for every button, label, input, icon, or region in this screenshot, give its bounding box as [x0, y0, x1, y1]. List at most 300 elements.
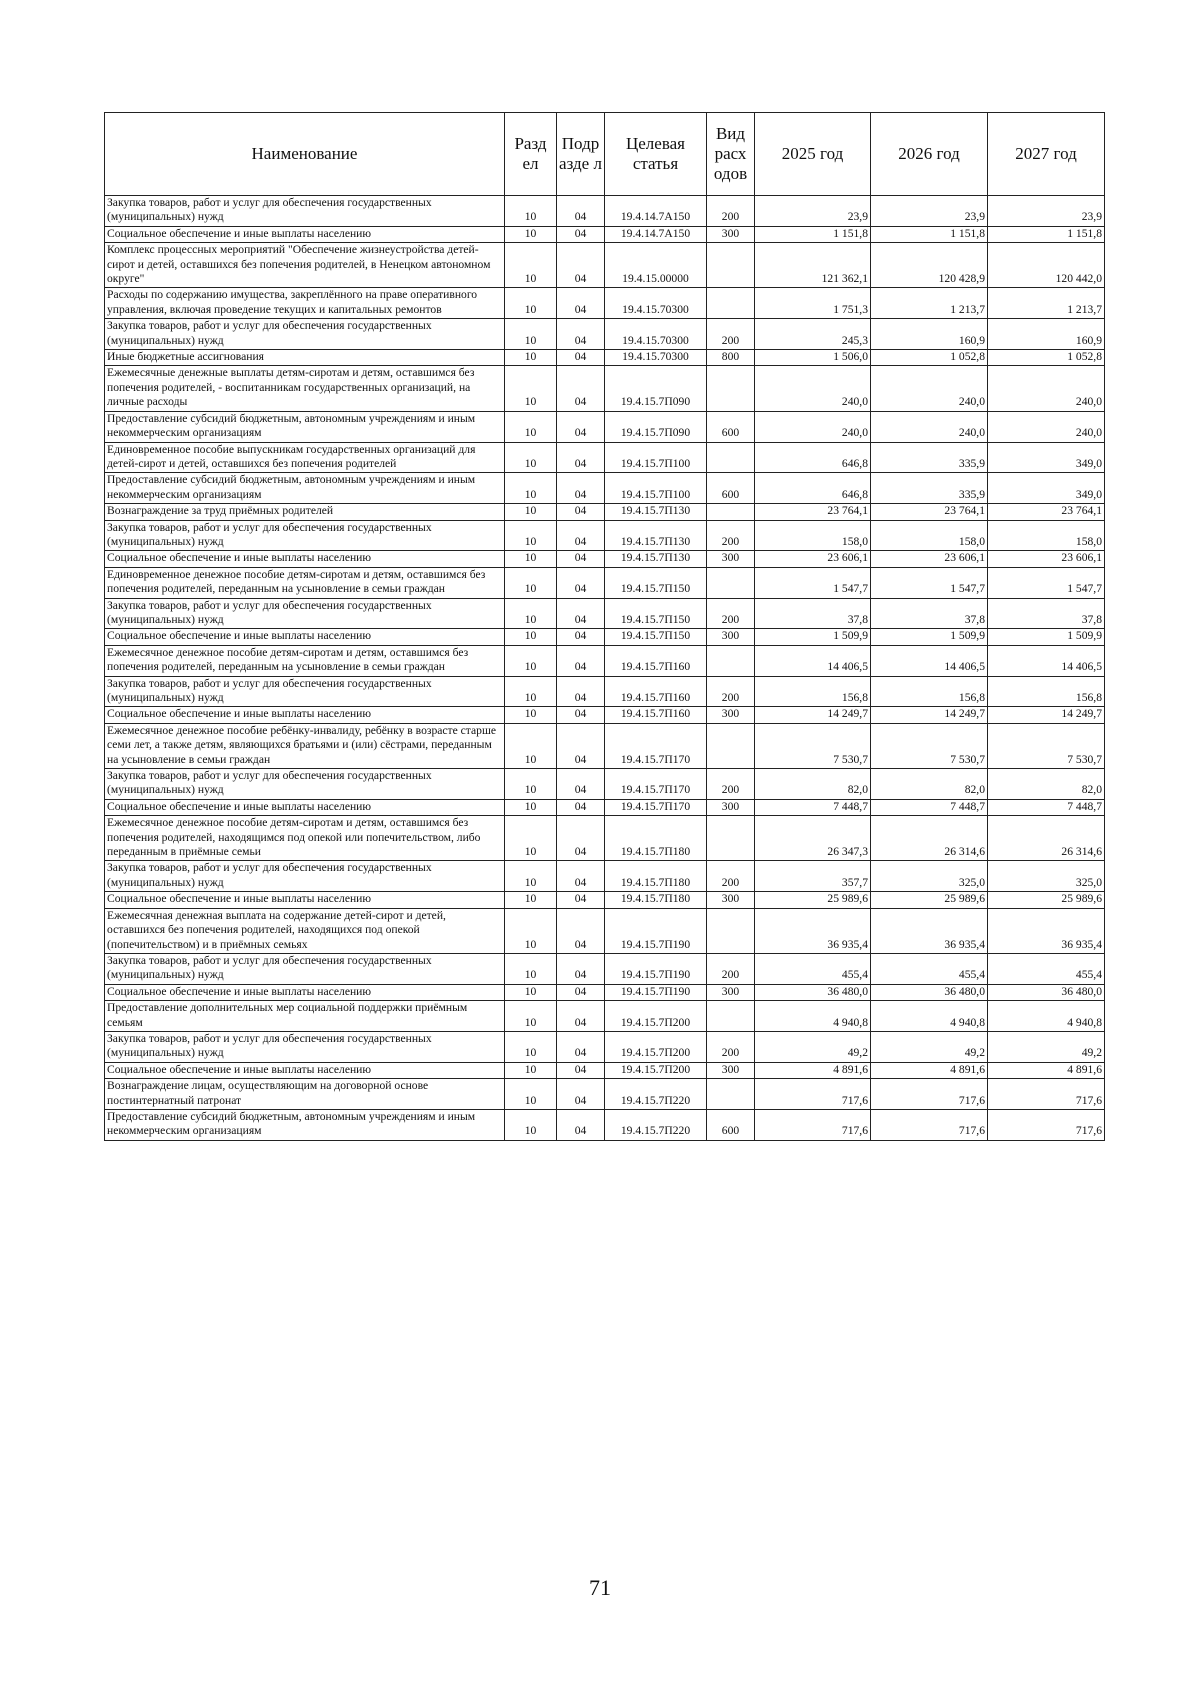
row-celevaya-statya: 19.4.15.7П160: [605, 707, 707, 723]
row-celevaya-statya: 19.4.15.7П170: [605, 723, 707, 768]
row-vid-rashodov: 200: [707, 769, 755, 800]
row-amount-2027: 7 448,7: [988, 799, 1105, 815]
table-row: [105, 629, 1105, 645]
row-podrazdel: 04: [557, 319, 605, 350]
row-celevaya-statya: 19.4.15.7П190: [605, 984, 707, 1000]
row-amount-2025: 49,2: [755, 1031, 871, 1062]
row-podrazdel: 04: [557, 442, 605, 473]
row-razdel: 10: [505, 723, 557, 768]
row-vid-rashodov: 300: [707, 984, 755, 1000]
row-razdel: 10: [505, 196, 557, 227]
row-podrazdel: 04: [557, 769, 605, 800]
row-name: Закупка товаров, работ и услуг для обеспечения государственных (муниципальных) нужд: [105, 861, 505, 892]
table-row: [105, 243, 1105, 288]
row-razdel: 10: [505, 908, 557, 953]
row-amount-2025: 357,7: [755, 861, 871, 892]
row-celevaya-statya: 19.4.15.7П160: [605, 645, 707, 676]
row-name: Социальное обеспечение и иные выплаты населению: [105, 551, 505, 567]
row-podrazdel: 04: [557, 504, 605, 520]
table-row: [105, 723, 1105, 768]
row-amount-2027: 36 935,4: [988, 908, 1105, 953]
row-name: Закупка товаров, работ и услуг для обеспечения государственных (муниципальных) нужд: [105, 520, 505, 551]
row-amount-2025: 37,8: [755, 598, 871, 629]
row-amount-2027: 158,0: [988, 520, 1105, 551]
row-razdel: 10: [505, 707, 557, 723]
row-amount-2026: 23,9: [871, 196, 988, 227]
row-celevaya-statya: 19.4.15.7П220: [605, 1109, 707, 1140]
row-amount-2027: 36 480,0: [988, 984, 1105, 1000]
row-razdel: 10: [505, 1062, 557, 1078]
row-razdel: 10: [505, 226, 557, 242]
row-name: Иные бюджетные ассигнования: [105, 350, 505, 366]
row-amount-2025: 26 347,3: [755, 816, 871, 861]
row-celevaya-statya: 19.4.15.7П130: [605, 504, 707, 520]
row-amount-2026: 1 213,7: [871, 288, 988, 319]
row-podrazdel: 04: [557, 196, 605, 227]
row-amount-2027: 4 940,8: [988, 1001, 1105, 1032]
table-row: [105, 769, 1105, 800]
row-name: Закупка товаров, работ и услуг для обеспечения государственных (муниципальных) нужд: [105, 196, 505, 227]
row-vid-rashodov: 300: [707, 892, 755, 908]
row-razdel: 10: [505, 442, 557, 473]
row-name: Социальное обеспечение и иные выплаты населению: [105, 1062, 505, 1078]
row-podrazdel: 04: [557, 520, 605, 551]
row-amount-2025: 4 940,8: [755, 1001, 871, 1032]
row-razdel: 10: [505, 1109, 557, 1140]
row-amount-2026: 36 935,4: [871, 908, 988, 953]
row-amount-2027: 1 052,8: [988, 350, 1105, 366]
row-vid-rashodov: 800: [707, 350, 755, 366]
row-amount-2025: 240,0: [755, 411, 871, 442]
row-name: Ежемесячное денежное пособие детям-сиротам и детям, оставшимся без попечения родителей, переданным на усыновление в семьи граждан: [105, 645, 505, 676]
row-amount-2026: 1 509,9: [871, 629, 988, 645]
row-celevaya-statya: 19.4.15.7П180: [605, 892, 707, 908]
row-amount-2027: 1 213,7: [988, 288, 1105, 319]
row-amount-2027: 717,6: [988, 1109, 1105, 1140]
row-amount-2026: 26 314,6: [871, 816, 988, 861]
row-razdel: 10: [505, 504, 557, 520]
row-celevaya-statya: 19.4.15.7П150: [605, 567, 707, 598]
row-vid-rashodov: 600: [707, 1109, 755, 1140]
row-celevaya-statya: 19.4.15.7П190: [605, 953, 707, 984]
table-row: [105, 473, 1105, 504]
table-row: [105, 1062, 1105, 1078]
row-vid-rashodov: 200: [707, 598, 755, 629]
row-celevaya-statya: 19.4.14.7А150: [605, 226, 707, 242]
row-celevaya-statya: 19.4.15.7П150: [605, 629, 707, 645]
row-celevaya-statya: 19.4.15.7П130: [605, 520, 707, 551]
row-vid-rashodov: [707, 908, 755, 953]
table-row: [105, 288, 1105, 319]
row-amount-2026: 4 891,6: [871, 1062, 988, 1078]
table-row: [105, 411, 1105, 442]
row-podrazdel: 04: [557, 984, 605, 1000]
table-row: [105, 598, 1105, 629]
row-podrazdel: 04: [557, 707, 605, 723]
table-row: [105, 520, 1105, 551]
row-amount-2026: 240,0: [871, 366, 988, 411]
row-amount-2027: 1 547,7: [988, 567, 1105, 598]
row-amount-2025: 14 406,5: [755, 645, 871, 676]
row-vid-rashodov: 300: [707, 551, 755, 567]
row-podrazdel: 04: [557, 892, 605, 908]
row-name: Закупка товаров, работ и услуг для обеспечения государственных (муниципальных) нужд: [105, 1031, 505, 1062]
row-razdel: 10: [505, 1079, 557, 1110]
row-amount-2026: 335,9: [871, 473, 988, 504]
row-podrazdel: 04: [557, 816, 605, 861]
row-amount-2026: 156,8: [871, 676, 988, 707]
row-name: Ежемесячные денежные выплаты детям-сиротам и детям, оставшимся без попечения родителей, - воспитанникам государственных организаций, на личные расходы: [105, 366, 505, 411]
row-vid-rashodov: 200: [707, 953, 755, 984]
row-celevaya-statya: 19.4.15.70300: [605, 350, 707, 366]
row-vid-rashodov: [707, 366, 755, 411]
row-vid-rashodov: [707, 1079, 755, 1110]
row-amount-2025: 240,0: [755, 366, 871, 411]
row-vid-rashodov: [707, 442, 755, 473]
row-amount-2025: 717,6: [755, 1109, 871, 1140]
table-row: [105, 196, 1105, 227]
row-amount-2027: 26 314,6: [988, 816, 1105, 861]
row-amount-2025: 7 530,7: [755, 723, 871, 768]
row-name: Закупка товаров, работ и услуг для обеспечения государственных (муниципальных) нужд: [105, 319, 505, 350]
row-celevaya-statya: 19.4.15.7П100: [605, 442, 707, 473]
table-row: [105, 366, 1105, 411]
row-podrazdel: 04: [557, 645, 605, 676]
row-vid-rashodov: 200: [707, 520, 755, 551]
row-vid-rashodov: 300: [707, 1062, 755, 1078]
row-amount-2026: 160,9: [871, 319, 988, 350]
row-celevaya-statya: 19.4.15.70300: [605, 319, 707, 350]
row-celevaya-statya: 19.4.15.7П190: [605, 908, 707, 953]
row-amount-2025: 23 764,1: [755, 504, 871, 520]
row-amount-2027: 325,0: [988, 861, 1105, 892]
row-celevaya-statya: 19.4.15.7П180: [605, 861, 707, 892]
row-vid-rashodov: [707, 816, 755, 861]
row-amount-2027: 23,9: [988, 196, 1105, 227]
row-amount-2025: 1 151,8: [755, 226, 871, 242]
row-razdel: 10: [505, 288, 557, 319]
row-amount-2026: 325,0: [871, 861, 988, 892]
table-row: [105, 707, 1105, 723]
header-year-2027: 2027 год: [988, 113, 1105, 196]
row-celevaya-statya: 19.4.15.00000: [605, 243, 707, 288]
row-amount-2027: 240,0: [988, 411, 1105, 442]
row-celevaya-statya: 19.4.15.7П170: [605, 769, 707, 800]
row-amount-2025: 646,8: [755, 473, 871, 504]
row-vid-rashodov: [707, 723, 755, 768]
row-vid-rashodov: [707, 504, 755, 520]
row-name: Закупка товаров, работ и услуг для обеспечения государственных (муниципальных) нужд: [105, 769, 505, 800]
row-name: Закупка товаров, работ и услуг для обеспечения государственных (муниципальных) нужд: [105, 676, 505, 707]
row-celevaya-statya: 19.4.15.7П170: [605, 799, 707, 815]
row-amount-2025: 717,6: [755, 1079, 871, 1110]
row-razdel: 10: [505, 892, 557, 908]
table-row: [105, 350, 1105, 366]
row-vid-rashodov: [707, 567, 755, 598]
table-row: [105, 1109, 1105, 1140]
row-celevaya-statya: 19.4.15.7П150: [605, 598, 707, 629]
row-podrazdel: 04: [557, 350, 605, 366]
row-name: Социальное обеспечение и иные выплаты населению: [105, 707, 505, 723]
row-razdel: 10: [505, 319, 557, 350]
row-amount-2025: 156,8: [755, 676, 871, 707]
row-amount-2027: 23 606,1: [988, 551, 1105, 567]
row-amount-2027: 4 891,6: [988, 1062, 1105, 1078]
table-row: [105, 816, 1105, 861]
row-vid-rashodov: 600: [707, 411, 755, 442]
row-razdel: 10: [505, 984, 557, 1000]
row-celevaya-statya: 19.4.15.7П220: [605, 1079, 707, 1110]
table-row: [105, 1031, 1105, 1062]
row-razdel: 10: [505, 350, 557, 366]
row-celevaya-statya: 19.4.15.7П200: [605, 1062, 707, 1078]
table-row: [105, 319, 1105, 350]
row-amount-2027: 349,0: [988, 473, 1105, 504]
table-body: [105, 196, 1105, 1141]
table-row: [105, 226, 1105, 242]
row-amount-2025: 1 751,3: [755, 288, 871, 319]
row-name: Комплекс процессных мероприятий "Обеспечение жизнеустройства детей-сирот и детей, оставшихся без попечения родителей, в Ненецком автономном округе": [105, 243, 505, 288]
row-celevaya-statya: 19.4.15.7П200: [605, 1031, 707, 1062]
row-amount-2026: 14 406,5: [871, 645, 988, 676]
row-vid-rashodov: [707, 288, 755, 319]
budget-sheet: [104, 112, 1104, 1141]
row-podrazdel: 04: [557, 1109, 605, 1140]
row-name: Закупка товаров, работ и услуг для обеспечения государственных (муниципальных) нужд: [105, 598, 505, 629]
header-podrazdel: Подр азде л: [557, 113, 605, 196]
row-podrazdel: 04: [557, 598, 605, 629]
row-celevaya-statya: 19.4.15.7П090: [605, 411, 707, 442]
row-vid-rashodov: 300: [707, 226, 755, 242]
row-amount-2027: 156,8: [988, 676, 1105, 707]
row-podrazdel: 04: [557, 243, 605, 288]
row-razdel: 10: [505, 799, 557, 815]
row-name: Ежемесячная денежная выплата на содержание детей-сирот и детей, оставшихся без попечения родителей, находящихся под опекой (попечительством) и в приёмных семьях: [105, 908, 505, 953]
row-razdel: 10: [505, 676, 557, 707]
header-razdel: Разд ел: [505, 113, 557, 196]
row-amount-2026: 7 530,7: [871, 723, 988, 768]
row-amount-2027: 1 509,9: [988, 629, 1105, 645]
row-celevaya-statya: 19.4.15.7П130: [605, 551, 707, 567]
row-name: Вознаграждение лицам, осуществляющим на договорной основе постинтернатный патронат: [105, 1079, 505, 1110]
row-amount-2027: 49,2: [988, 1031, 1105, 1062]
row-amount-2027: 7 530,7: [988, 723, 1105, 768]
table-row: [105, 953, 1105, 984]
row-razdel: 10: [505, 645, 557, 676]
row-razdel: 10: [505, 769, 557, 800]
row-amount-2025: 7 448,7: [755, 799, 871, 815]
row-podrazdel: 04: [557, 473, 605, 504]
row-amount-2027: 160,9: [988, 319, 1105, 350]
row-amount-2027: 23 764,1: [988, 504, 1105, 520]
row-amount-2025: 23,9: [755, 196, 871, 227]
row-vid-rashodov: 300: [707, 707, 755, 723]
row-amount-2027: 14 406,5: [988, 645, 1105, 676]
row-podrazdel: 04: [557, 1062, 605, 1078]
row-celevaya-statya: 19.4.15.7П090: [605, 366, 707, 411]
row-razdel: 10: [505, 861, 557, 892]
row-amount-2026: 455,4: [871, 953, 988, 984]
header-name: Наименование: [105, 113, 505, 196]
row-amount-2027: 455,4: [988, 953, 1105, 984]
row-name: Социальное обеспечение и иные выплаты населению: [105, 892, 505, 908]
row-amount-2025: 646,8: [755, 442, 871, 473]
row-amount-2027: 82,0: [988, 769, 1105, 800]
table-header-row: [105, 113, 1105, 196]
table-row: [105, 645, 1105, 676]
row-celevaya-statya: 19.4.15.7П200: [605, 1001, 707, 1032]
row-amount-2027: 37,8: [988, 598, 1105, 629]
row-name: Социальное обеспечение и иные выплаты населению: [105, 629, 505, 645]
row-amount-2027: 1 151,8: [988, 226, 1105, 242]
row-name: Ежемесячное денежное пособие детям-сиротам и детям, оставшимся без попечения родителей, находящимся под опекой или попечительством, либо переданным в приёмные семьи: [105, 816, 505, 861]
row-podrazdel: 04: [557, 411, 605, 442]
row-name: Ежемесячное денежное пособие ребёнку-инвалиду, ребёнку в возрасте старше семи лет, а также детям, являющихся братьями и (или) сёстрами, переданным на усыновление в семьи граждан: [105, 723, 505, 768]
row-amount-2027: 120 442,0: [988, 243, 1105, 288]
row-name: Социальное обеспечение и иные выплаты населению: [105, 984, 505, 1000]
table-row: [105, 892, 1105, 908]
row-podrazdel: 04: [557, 1001, 605, 1032]
row-razdel: 10: [505, 567, 557, 598]
row-amount-2026: 120 428,9: [871, 243, 988, 288]
row-amount-2026: 4 940,8: [871, 1001, 988, 1032]
row-podrazdel: 04: [557, 1031, 605, 1062]
table-row: [105, 567, 1105, 598]
row-amount-2027: 25 989,6: [988, 892, 1105, 908]
row-celevaya-statya: 19.4.14.7А150: [605, 196, 707, 227]
row-vid-rashodov: [707, 1001, 755, 1032]
row-amount-2025: 245,3: [755, 319, 871, 350]
budget-table: [104, 112, 1105, 1141]
table-row: [105, 442, 1105, 473]
row-amount-2025: 14 249,7: [755, 707, 871, 723]
row-vid-rashodov: 300: [707, 629, 755, 645]
row-podrazdel: 04: [557, 861, 605, 892]
row-amount-2026: 717,6: [871, 1079, 988, 1110]
row-razdel: 10: [505, 411, 557, 442]
row-amount-2026: 240,0: [871, 411, 988, 442]
row-amount-2026: 37,8: [871, 598, 988, 629]
row-amount-2025: 4 891,6: [755, 1062, 871, 1078]
row-vid-rashodov: 200: [707, 676, 755, 707]
row-name: Предоставление субсидий бюджетным, автономным учреждениям и иным некоммерческим организациям: [105, 411, 505, 442]
row-amount-2026: 36 480,0: [871, 984, 988, 1000]
row-razdel: 10: [505, 953, 557, 984]
row-podrazdel: 04: [557, 676, 605, 707]
row-razdel: 10: [505, 1001, 557, 1032]
row-vid-rashodov: [707, 645, 755, 676]
row-amount-2025: 36 935,4: [755, 908, 871, 953]
row-razdel: 10: [505, 598, 557, 629]
row-amount-2027: 14 249,7: [988, 707, 1105, 723]
row-amount-2026: 49,2: [871, 1031, 988, 1062]
row-amount-2025: 455,4: [755, 953, 871, 984]
row-podrazdel: 04: [557, 908, 605, 953]
row-podrazdel: 04: [557, 1079, 605, 1110]
row-razdel: 10: [505, 1031, 557, 1062]
row-amount-2026: 23 764,1: [871, 504, 988, 520]
table-row: [105, 551, 1105, 567]
row-podrazdel: 04: [557, 799, 605, 815]
row-amount-2026: 23 606,1: [871, 551, 988, 567]
row-razdel: 10: [505, 366, 557, 411]
row-name: Закупка товаров, работ и услуг для обеспечения государственных (муниципальных) нужд: [105, 953, 505, 984]
page-number: 71: [589, 1575, 611, 1600]
row-celevaya-statya: 19.4.15.70300: [605, 288, 707, 319]
table-row: [105, 799, 1105, 815]
row-amount-2026: 1 052,8: [871, 350, 988, 366]
row-amount-2027: 349,0: [988, 442, 1105, 473]
row-razdel: 10: [505, 473, 557, 504]
row-podrazdel: 04: [557, 723, 605, 768]
header-celevaya-statya: Целевая статья: [605, 113, 707, 196]
row-amount-2025: 121 362,1: [755, 243, 871, 288]
row-name: Вознаграждение за труд приёмных родителей: [105, 504, 505, 520]
row-razdel: 10: [505, 629, 557, 645]
row-razdel: 10: [505, 551, 557, 567]
row-amount-2025: 25 989,6: [755, 892, 871, 908]
row-name: Единовременное пособие выпускникам государственных организаций для детей-сирот и детей, оставшихся без попечения родителей: [105, 442, 505, 473]
row-amount-2025: 36 480,0: [755, 984, 871, 1000]
row-podrazdel: 04: [557, 629, 605, 645]
row-vid-rashodov: 200: [707, 196, 755, 227]
row-name: Расходы по содержанию имущества, закреплённого на праве оперативного управления, включая проведение текущих и капитальных ремонтов: [105, 288, 505, 319]
row-celevaya-statya: 19.4.15.7П180: [605, 816, 707, 861]
row-name: Предоставление субсидий бюджетным, автономным учреждениям и иным некоммерческим организациям: [105, 1109, 505, 1140]
row-vid-rashodov: 200: [707, 319, 755, 350]
row-podrazdel: 04: [557, 551, 605, 567]
table-row: [105, 504, 1105, 520]
row-amount-2026: 158,0: [871, 520, 988, 551]
row-vid-rashodov: 300: [707, 799, 755, 815]
row-amount-2027: 717,6: [988, 1079, 1105, 1110]
row-razdel: 10: [505, 520, 557, 551]
row-amount-2025: 82,0: [755, 769, 871, 800]
row-amount-2027: 240,0: [988, 366, 1105, 411]
row-name: Социальное обеспечение и иные выплаты населению: [105, 226, 505, 242]
table-row: [105, 861, 1105, 892]
row-podrazdel: 04: [557, 567, 605, 598]
table-row: [105, 676, 1105, 707]
table-row: [105, 1001, 1105, 1032]
row-celevaya-statya: 19.4.15.7П100: [605, 473, 707, 504]
row-amount-2026: 1 151,8: [871, 226, 988, 242]
row-amount-2026: 335,9: [871, 442, 988, 473]
row-vid-rashodov: 600: [707, 473, 755, 504]
row-amount-2026: 82,0: [871, 769, 988, 800]
row-vid-rashodov: 200: [707, 861, 755, 892]
row-amount-2025: 1 506,0: [755, 350, 871, 366]
row-podrazdel: 04: [557, 366, 605, 411]
row-name: Предоставление субсидий бюджетным, автономным учреждениям и иным некоммерческим организациям: [105, 473, 505, 504]
row-vid-rashodov: 200: [707, 1031, 755, 1062]
row-vid-rashodov: [707, 243, 755, 288]
row-amount-2025: 1 547,7: [755, 567, 871, 598]
table-row: [105, 984, 1105, 1000]
table-row: [105, 908, 1105, 953]
row-name: Предоставление дополнительных мер социальной поддержки приёмным семьям: [105, 1001, 505, 1032]
row-celevaya-statya: 19.4.15.7П160: [605, 676, 707, 707]
header-year-2025: 2025 год: [755, 113, 871, 196]
row-name: Социальное обеспечение и иные выплаты населению: [105, 799, 505, 815]
table-row: [105, 1079, 1105, 1110]
row-razdel: 10: [505, 243, 557, 288]
row-amount-2025: 23 606,1: [755, 551, 871, 567]
row-amount-2025: 1 509,9: [755, 629, 871, 645]
row-podrazdel: 04: [557, 288, 605, 319]
row-razdel: 10: [505, 816, 557, 861]
row-podrazdel: 04: [557, 226, 605, 242]
